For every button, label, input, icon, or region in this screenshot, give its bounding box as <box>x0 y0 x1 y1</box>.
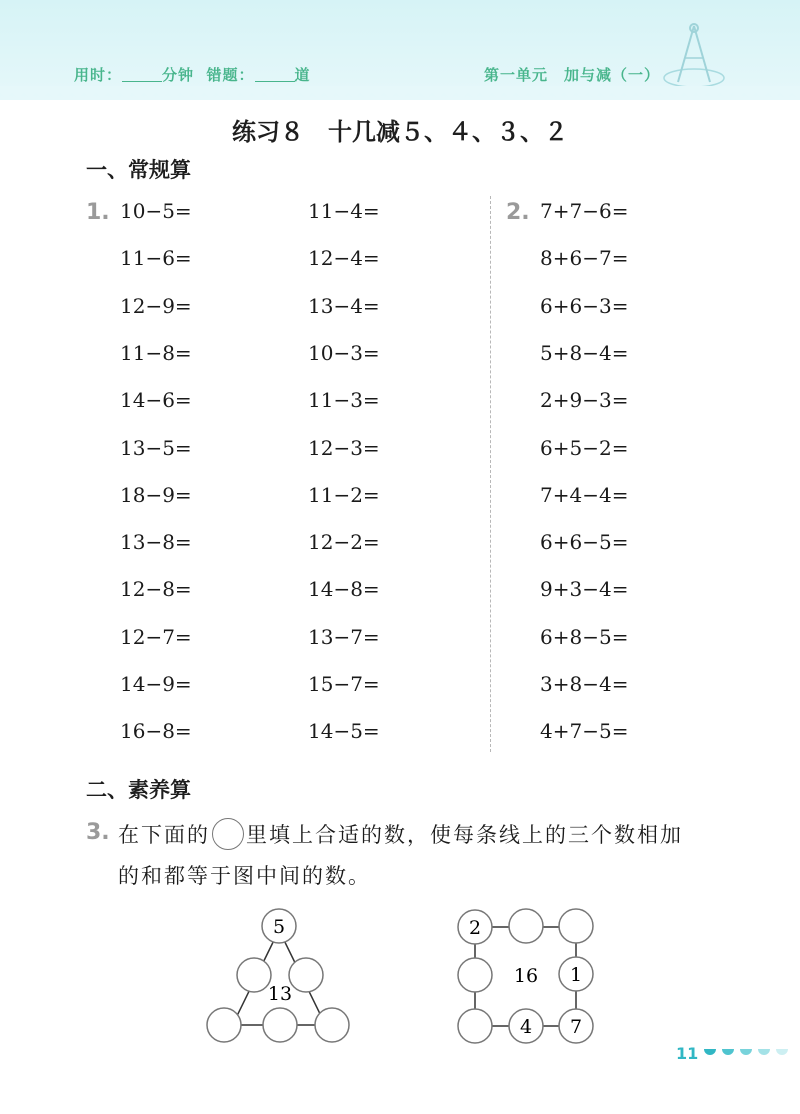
triangle-circle-bottom-right[interactable] <box>315 1008 349 1042</box>
q1-col2-equation: 11−2= <box>308 482 380 507</box>
q1-col2-equation: 12−4= <box>308 246 380 271</box>
question-number-3: 3. <box>86 820 110 845</box>
compass-icon <box>658 20 732 94</box>
q2-equation: 4+7−5= <box>540 719 629 744</box>
q1-col1-equation: 14−9= <box>120 672 192 696</box>
q2-equation: 6+8−5= <box>540 624 629 649</box>
question-number-1: 1. <box>86 200 110 225</box>
q3-text-after: 里填上合适的数，使每条线上的三个数相加 <box>246 823 683 847</box>
triangle-circle-left-mid[interactable] <box>237 958 271 992</box>
q1-col2-equation: 11−4= <box>308 199 380 223</box>
triangle-circle-bottom-left[interactable] <box>207 1008 241 1042</box>
square-bottom-right-value: 7 <box>569 1016 583 1038</box>
q2-equation: 6+6−5= <box>540 530 629 555</box>
q1-col1-equation: 12−8= <box>120 577 192 602</box>
square-diagram <box>450 900 600 1050</box>
section-heading-1: 一、常规算 <box>86 158 191 182</box>
circle-icon <box>212 818 244 850</box>
q2-equation: 2+9−3= <box>540 388 629 413</box>
error-label: 错题： <box>206 66 255 84</box>
q2-equation: 3+8−4= <box>540 672 629 696</box>
triangle-top-value: 5 <box>272 916 286 938</box>
q1-col2-equation: 13−7= <box>308 624 380 649</box>
square-circle-bottom-left[interactable] <box>458 1009 492 1043</box>
square-circle-top-mid[interactable] <box>509 909 543 943</box>
q2-equation: 6+6−3= <box>540 293 629 318</box>
q2-equation: 7+7−6= <box>540 199 629 223</box>
page-decoration-icon <box>700 1046 790 1060</box>
triangle-center-value: 13 <box>267 983 293 1005</box>
q1-col2-equation: 12−3= <box>308 435 380 460</box>
q2-equation: 9+3−4= <box>540 577 629 602</box>
q3-text-before: 在下面的 <box>118 823 210 847</box>
column-divider <box>490 196 491 752</box>
q3-instruction-line2: 的和都等于图中间的数。 <box>118 864 371 888</box>
q1-col1-equation: 18−9= <box>120 482 192 507</box>
q1-col2-equation: 11−3= <box>308 388 380 413</box>
q1-col2-equation: 14−5= <box>308 719 380 744</box>
unit-title: 第一单元 加与减（一） <box>484 66 661 84</box>
triangle-diagram <box>200 900 360 1050</box>
page-number: 11 <box>676 1044 699 1063</box>
q3-instruction-line1 <box>118 818 683 850</box>
page-title: 练习８ 十几减５、４、３、２ <box>232 118 568 146</box>
time-blank[interactable] <box>122 67 162 82</box>
time-unit: 分钟 <box>162 66 195 84</box>
section-heading-2: 二、素养算 <box>86 778 191 802</box>
square-bottom-mid-value: 4 <box>519 1016 533 1038</box>
q1-col1-equation: 13−5= <box>120 435 192 460</box>
page-header <box>0 0 800 100</box>
square-center-value: 16 <box>513 965 539 987</box>
q1-col1-equation: 10−5= <box>120 199 192 223</box>
q2-equation: 6+5−2= <box>540 435 629 460</box>
q1-col2-equation: 15−7= <box>308 672 380 696</box>
question-number-2: 2. <box>506 200 530 225</box>
q1-col1-equation: 13−8= <box>120 530 192 555</box>
q1-col1-equation: 16−8= <box>120 719 192 744</box>
q1-col2-equation: 14−8= <box>308 577 380 602</box>
q2-equation: 5+8−4= <box>540 340 629 365</box>
error-blank[interactable] <box>255 67 295 82</box>
q2-equation: 8+6−7= <box>540 246 629 271</box>
square-right-mid-value: 1 <box>569 964 583 986</box>
q1-col1-equation: 11−8= <box>120 340 192 365</box>
header-wave-edge <box>0 86 800 102</box>
q1-col1-equation: 11−6= <box>120 246 192 271</box>
square-top-left-value: 2 <box>468 917 482 939</box>
q1-col2-equation: 13−4= <box>308 293 380 318</box>
triangle-circle-bottom-mid[interactable] <box>263 1008 297 1042</box>
square-circle-left-mid[interactable] <box>458 958 492 992</box>
q1-col2-equation: 12−2= <box>308 530 380 555</box>
q1-col1-equation: 12−9= <box>120 293 192 318</box>
error-unit: 道 <box>294 66 311 84</box>
time-label: 用时： <box>74 66 123 84</box>
time-error-fields <box>74 64 311 85</box>
q2-equation: 7+4−4= <box>540 482 629 507</box>
q1-col2-equation: 10−3= <box>308 340 380 365</box>
q1-col1-equation: 12−7= <box>120 624 192 649</box>
square-circle-top-right[interactable] <box>559 909 593 943</box>
triangle-circle-right-mid[interactable] <box>289 958 323 992</box>
q1-col1-equation: 14−6= <box>120 388 192 413</box>
